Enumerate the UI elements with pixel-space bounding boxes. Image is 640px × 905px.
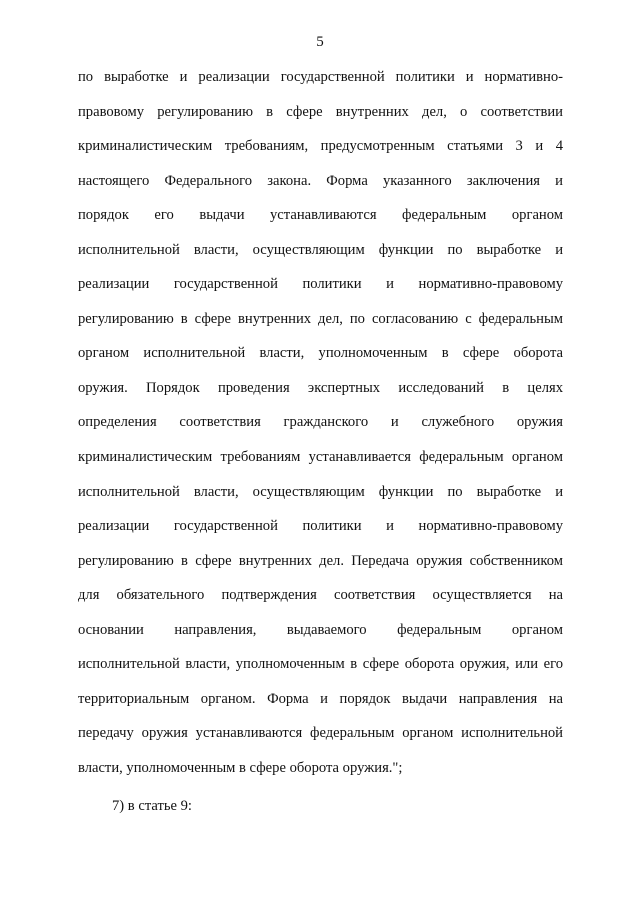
text-line: по выработке и реализации государственной политики и нормативно- bbox=[78, 69, 563, 85]
text-line: органом исполнительной власти, уполномоченным в сфере оборота bbox=[78, 345, 563, 362]
list-item-heading: 7) в статье 9: bbox=[112, 798, 192, 814]
text-line-last: власти, уполномоченным в сфере оборота оружия."; bbox=[78, 759, 403, 776]
text-line: определения соответствия гражданского и служебного оружия bbox=[78, 414, 563, 431]
text-line: криминалистическим требованиям, предусмотренным статьями 3 и 4 bbox=[78, 138, 563, 155]
text-line: реализации государственной политики и нормативно-правовому bbox=[78, 518, 563, 535]
text-line: правовому регулированию в сфере внутренних дел, о соответствии bbox=[78, 103, 563, 120]
body-paragraph bbox=[78, 67, 563, 792]
text-line: исполнительной власти, осуществляющим функции по выработке и bbox=[78, 483, 563, 500]
text-line: исполнительной власти, уполномоченным в сфере оборота оружия, или его bbox=[78, 656, 563, 673]
text-line: для обязательного подтверждения соответствия осуществляется на bbox=[78, 587, 563, 604]
text-line: регулированию в сфере внутренних дел. Передача оружия собственником bbox=[78, 552, 563, 569]
page-number: 5 bbox=[316, 34, 324, 50]
text-line: криминалистическим требованиям устанавливается федеральным органом bbox=[78, 449, 563, 466]
text-line: порядок его выдачи устанавливаются федеральным органом bbox=[78, 207, 563, 224]
text-line: настоящего Федерального закона. Форма указанного заключения и bbox=[78, 172, 563, 189]
text-line: реализации государственной политики и нормативно-правовому bbox=[78, 276, 563, 293]
text-line: территориальным органом. Форма и порядок выдачи направления на bbox=[78, 690, 563, 707]
text-line: исполнительной власти, осуществляющим функции по выработке и bbox=[78, 241, 563, 258]
text-line: основании направления, выдаваемого федеральным органом bbox=[78, 621, 563, 638]
text-line: оружия. Порядок проведения экспертных исследований в целях bbox=[78, 379, 563, 396]
text-line: передачу оружия устанавливаются федеральным органом исполнительной bbox=[78, 725, 563, 742]
text-line: регулированию в сфере внутренних дел, по согласованию с федеральным bbox=[78, 310, 563, 327]
